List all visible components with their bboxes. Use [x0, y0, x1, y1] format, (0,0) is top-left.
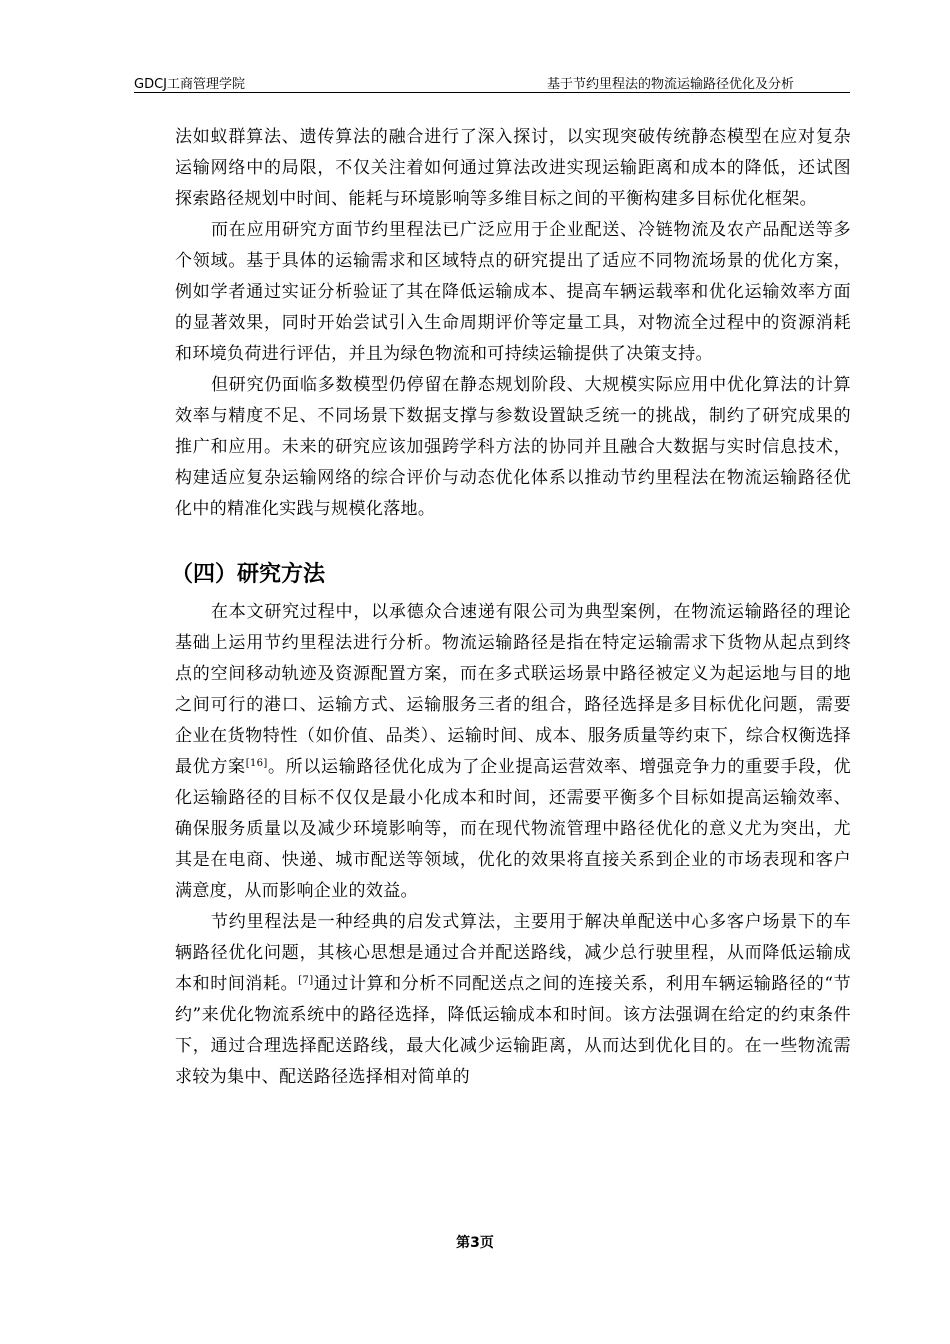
paragraph-5-text-a: 节约里程法是一种经典的启发式算法，主要用于解决单配送中心多客户场景下的车辆路径优化问题，其核心思想是通过合并配送路线，减少总行驶里程，从而降低运输成本和时间消耗。 — [175, 912, 851, 994]
paragraph-1: 法如蚁群算法、遗传算法的融合进行了深入探讨，以实现突破传统静态模型在应对复杂运输网络中的局限，不仅关注着如何通过算法改进实现运输距离和成本的降低，还试图探索路径规划中时间、能耗与环境影响等多维目标之间的平衡构建多目标优化框架。 — [175, 127, 851, 209]
page-number: 第3页 — [456, 1235, 494, 1251]
paragraph-5-text-b: 通过计算和分析不同配送点之间的连接关系，利用车辆运输路径的“节约”来优化物流系统中的路径选择，降低运输成本和时间。该方法强调在给定的约束条件下，通过合理选择配送路线，最大化减少运输距离，从而达到优化目的。在一些物流需求较为集中、配送路径选择相对简单的 — [175, 974, 852, 1087]
paragraph-5 — [175, 907, 851, 1093]
paragraph-2: 而在应用研究方面节约里程法已广泛应用于企业配送、冷链物流及农产品配送等多个领域。基于具体的运输需求和区域特点的研究提出了适应不同物流场景的优化方案，例如学者通过实证分析验证了其在降低运输成本、提高车辆运载率和优化运输效率方面的显著效果，同时开始尝试引入生命周期评价等定量工具，对物流全过程中的资源消耗和环境负荷进行评估，并且为绿色物流和可持续运输提供了决策支持。 — [175, 220, 851, 364]
paragraph-3: 但研究仍面临多数模型仍停留在静态规划阶段、大规模实际应用中优化算法的计算效率与精度不足、不同场景下数据支撑与参数设置缺乏统一的挑战，制约了研究成果的推广和应用。未来的研究应该加强跨学科方法的协同并且融合大数据与实时信息技术，构建适应复杂运输网络的综合评价与动态优化体系以推动节约里程法在物流运输路径优化中的精准化实践与规模化落地。 — [175, 375, 851, 519]
paragraph-4-text-b: 。所以运输路径优化成为了企业提高运营效率、增强竞争力的重要手段，优化运输路径的目标不仅仅是最小化成本和时间，还需要平衡多个目标如提高运输效率、确保服务质量以及减少环境影响等，而在现代物流管理中路径优化的意义尤为突出，尤其是在电商、快递、城市配送等领域，优化的效果将直接关系到企业的市场表现和客户满意度，从而影响企业的效益。 — [175, 757, 851, 901]
citation-7: [7] — [298, 975, 314, 986]
paragraph-4-text-a: 在本文研究过程中，以承德众合速递有限公司为典型案例，在物流运输路径的理论基础上运用节约里程法进行分析。物流运输路径是指在特定运输需求下货物从起点到终点的空间移动轨迹及资源配置方案，而在多式联运场景中路径被定义为起运地与目的地之间可行的港口、运输方式、运输服务三者的组合，路径选择是多目标优化问题，需要企业在货物特性（如价值、品类）、运输时间、成本、服务质量等约束下，综合权衡选择最优方案 — [175, 602, 851, 777]
running-header — [134, 70, 850, 93]
header-institution: GDCJ工商管理学院 — [134, 77, 245, 92]
page-body — [171, 122, 852, 1093]
header-title: 基于节约里程法的物流运输路径优化及分析 — [546, 77, 794, 92]
citation-16: [16] — [245, 758, 268, 769]
section-heading: （四）研究方法 — [171, 562, 326, 587]
paragraph-4 — [175, 597, 851, 907]
